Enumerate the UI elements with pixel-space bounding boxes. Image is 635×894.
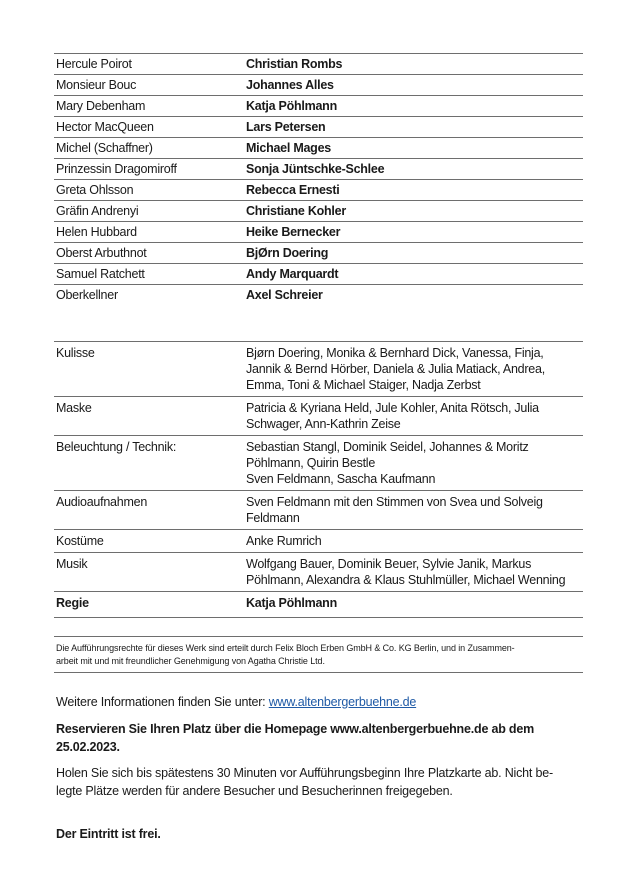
cast-row (54, 263, 583, 284)
crew-line: Anke Rumrich (246, 534, 322, 548)
crew-label: Maske (56, 401, 92, 415)
crew-line: Jannik & Bernd Hörber, Daniela & Julia Matiack, Andrea, (246, 362, 545, 376)
role-name: Gräfin Andrenyi (56, 204, 139, 218)
crew-label: Kulisse (56, 346, 95, 360)
pickup-line: legte Plätze werden für andere Besucher und Besucherinnen freigegeben. (56, 784, 453, 798)
crew-label: Beleuchtung / Technik: (56, 440, 177, 454)
actor-name: Andy Marquardt (246, 267, 339, 281)
more-info-prefix: Weitere Informationen finden Sie unter: (56, 695, 269, 709)
website-link[interactable]: www.altenbergerbuehne.de (268, 695, 417, 709)
role-name: Hector MacQueen (56, 120, 154, 134)
actor-name: BjØrn Doering (246, 246, 329, 260)
cast-row (54, 158, 583, 179)
cast-row (54, 221, 583, 242)
role-name: Mary Debenham (56, 99, 146, 113)
crew-line: Pöhlmann, Quirin Bestle (246, 456, 376, 470)
cast-row (54, 116, 583, 137)
actor-name: Katja Pöhlmann (246, 99, 337, 113)
crew-row-audio (54, 490, 583, 529)
crew-line: Emma, Toni & Michael Staiger, Nadja Zerbst (246, 378, 481, 392)
role-name: Hercule Poirot (56, 57, 132, 71)
crew-line: Bjørn Doering, Monika & Bernhard Dick, Vanessa, Finja, (246, 346, 544, 360)
crew-label: Musik (56, 557, 88, 571)
rights-line: arbeit mit und mit freundlicher Genehmigung von Agatha Christie Ltd. (56, 656, 325, 666)
crew-row-regie (54, 591, 583, 618)
actor-name: Heike Bernecker (246, 225, 341, 239)
crew-line: Patricia & Kyriana Held, Jule Kohler, Anita Rötsch, Julia (246, 401, 539, 415)
crew-line: Wolfgang Bauer, Dominik Beuer, Sylvie Janik, Markus (246, 557, 532, 571)
role-name: Samuel Ratchett (56, 267, 145, 281)
role-name: Helen Hubbard (56, 225, 137, 239)
reservation-text (56, 720, 583, 756)
actor-name: Michael Mages (246, 141, 331, 155)
actor-name: Sonja Jüntschke-Schlee (246, 162, 385, 176)
cast-table (54, 53, 583, 305)
crew-line: Katja Pöhlmann (246, 596, 337, 610)
ticket-pickup-text (56, 764, 583, 800)
pickup-line: Holen Sie sich bis spätestens 30 Minuten vor Aufführungsbeginn Ihre Platzkarte ab. Nicht be- (56, 766, 553, 780)
actor-name: Rebecca Ernesti (246, 183, 340, 197)
crew-line: Feldmann (246, 511, 300, 525)
rights-line: Die Aufführungsrechte für dieses Werk sind erteilt durch Felix Bloch Erben GmbH & Co. KG Berlin, und in Zusammen- (56, 643, 515, 653)
crew-label: Kostüme (56, 534, 104, 548)
crew-names (246, 345, 583, 393)
crew-names (246, 400, 583, 432)
role-name: Monsieur Bouc (56, 78, 137, 92)
crew-line: Sven Feldmann mit den Stimmen von Svea und Solveig (246, 495, 543, 509)
role-name: Greta Ohlsson (56, 183, 134, 197)
role-name: Michel (Schaffner) (56, 141, 153, 155)
crew-row-beleuchtung (54, 435, 583, 490)
crew-line: Schwager, Ann-Kathrin Zeise (246, 417, 401, 431)
crew-label: Regie (56, 596, 89, 610)
crew-label: Audioaufnahmen (56, 495, 148, 509)
reservation-line: 25.02.2023. (56, 740, 120, 754)
crew-names (246, 533, 583, 549)
reservation-line: Reservieren Sie Ihren Platz über die Homepage www.altenbergerbuehne.de ab dem (56, 722, 535, 736)
cast-row (54, 179, 583, 200)
free-entry-text: Der Eintritt ist frei. (56, 827, 161, 841)
actor-name: Axel Schreier (246, 288, 323, 302)
cast-row (54, 137, 583, 158)
crew-row-kulisse (54, 341, 583, 396)
crew-names (246, 556, 583, 588)
role-name: Prinzessin Dragomiroff (56, 162, 177, 176)
cast-row (54, 95, 583, 116)
crew-line: Sven Feldmann, Sascha Kaufmann (246, 472, 436, 486)
rights-notice (54, 636, 583, 673)
actor-name: Johannes Alles (246, 78, 334, 92)
crew-row-musik (54, 552, 583, 591)
role-name: Oberkellner (56, 288, 118, 302)
actor-name: Christian Rombs (246, 57, 343, 71)
cast-row (54, 53, 583, 74)
crew-names (246, 439, 583, 487)
actor-name: Christiane Kohler (246, 204, 346, 218)
crew-line: Pöhlmann, Alexandra & Klaus Stuhlmüller, Michael Wenning (246, 573, 566, 587)
crew-row-maske (54, 396, 583, 435)
crew-names (246, 595, 583, 611)
crew-row-kostueme (54, 529, 583, 552)
actor-name: Lars Petersen (246, 120, 326, 134)
cast-row (54, 284, 583, 305)
crew-line: Sebastian Stangl, Dominik Seidel, Johannes & Moritz (246, 440, 529, 454)
more-info-text (56, 693, 583, 711)
cast-row (54, 242, 583, 263)
cast-row (54, 200, 583, 221)
crew-names (246, 494, 583, 526)
crew-table (54, 341, 583, 618)
role-name: Oberst Arbuthnot (56, 246, 147, 260)
cast-row (54, 74, 583, 95)
